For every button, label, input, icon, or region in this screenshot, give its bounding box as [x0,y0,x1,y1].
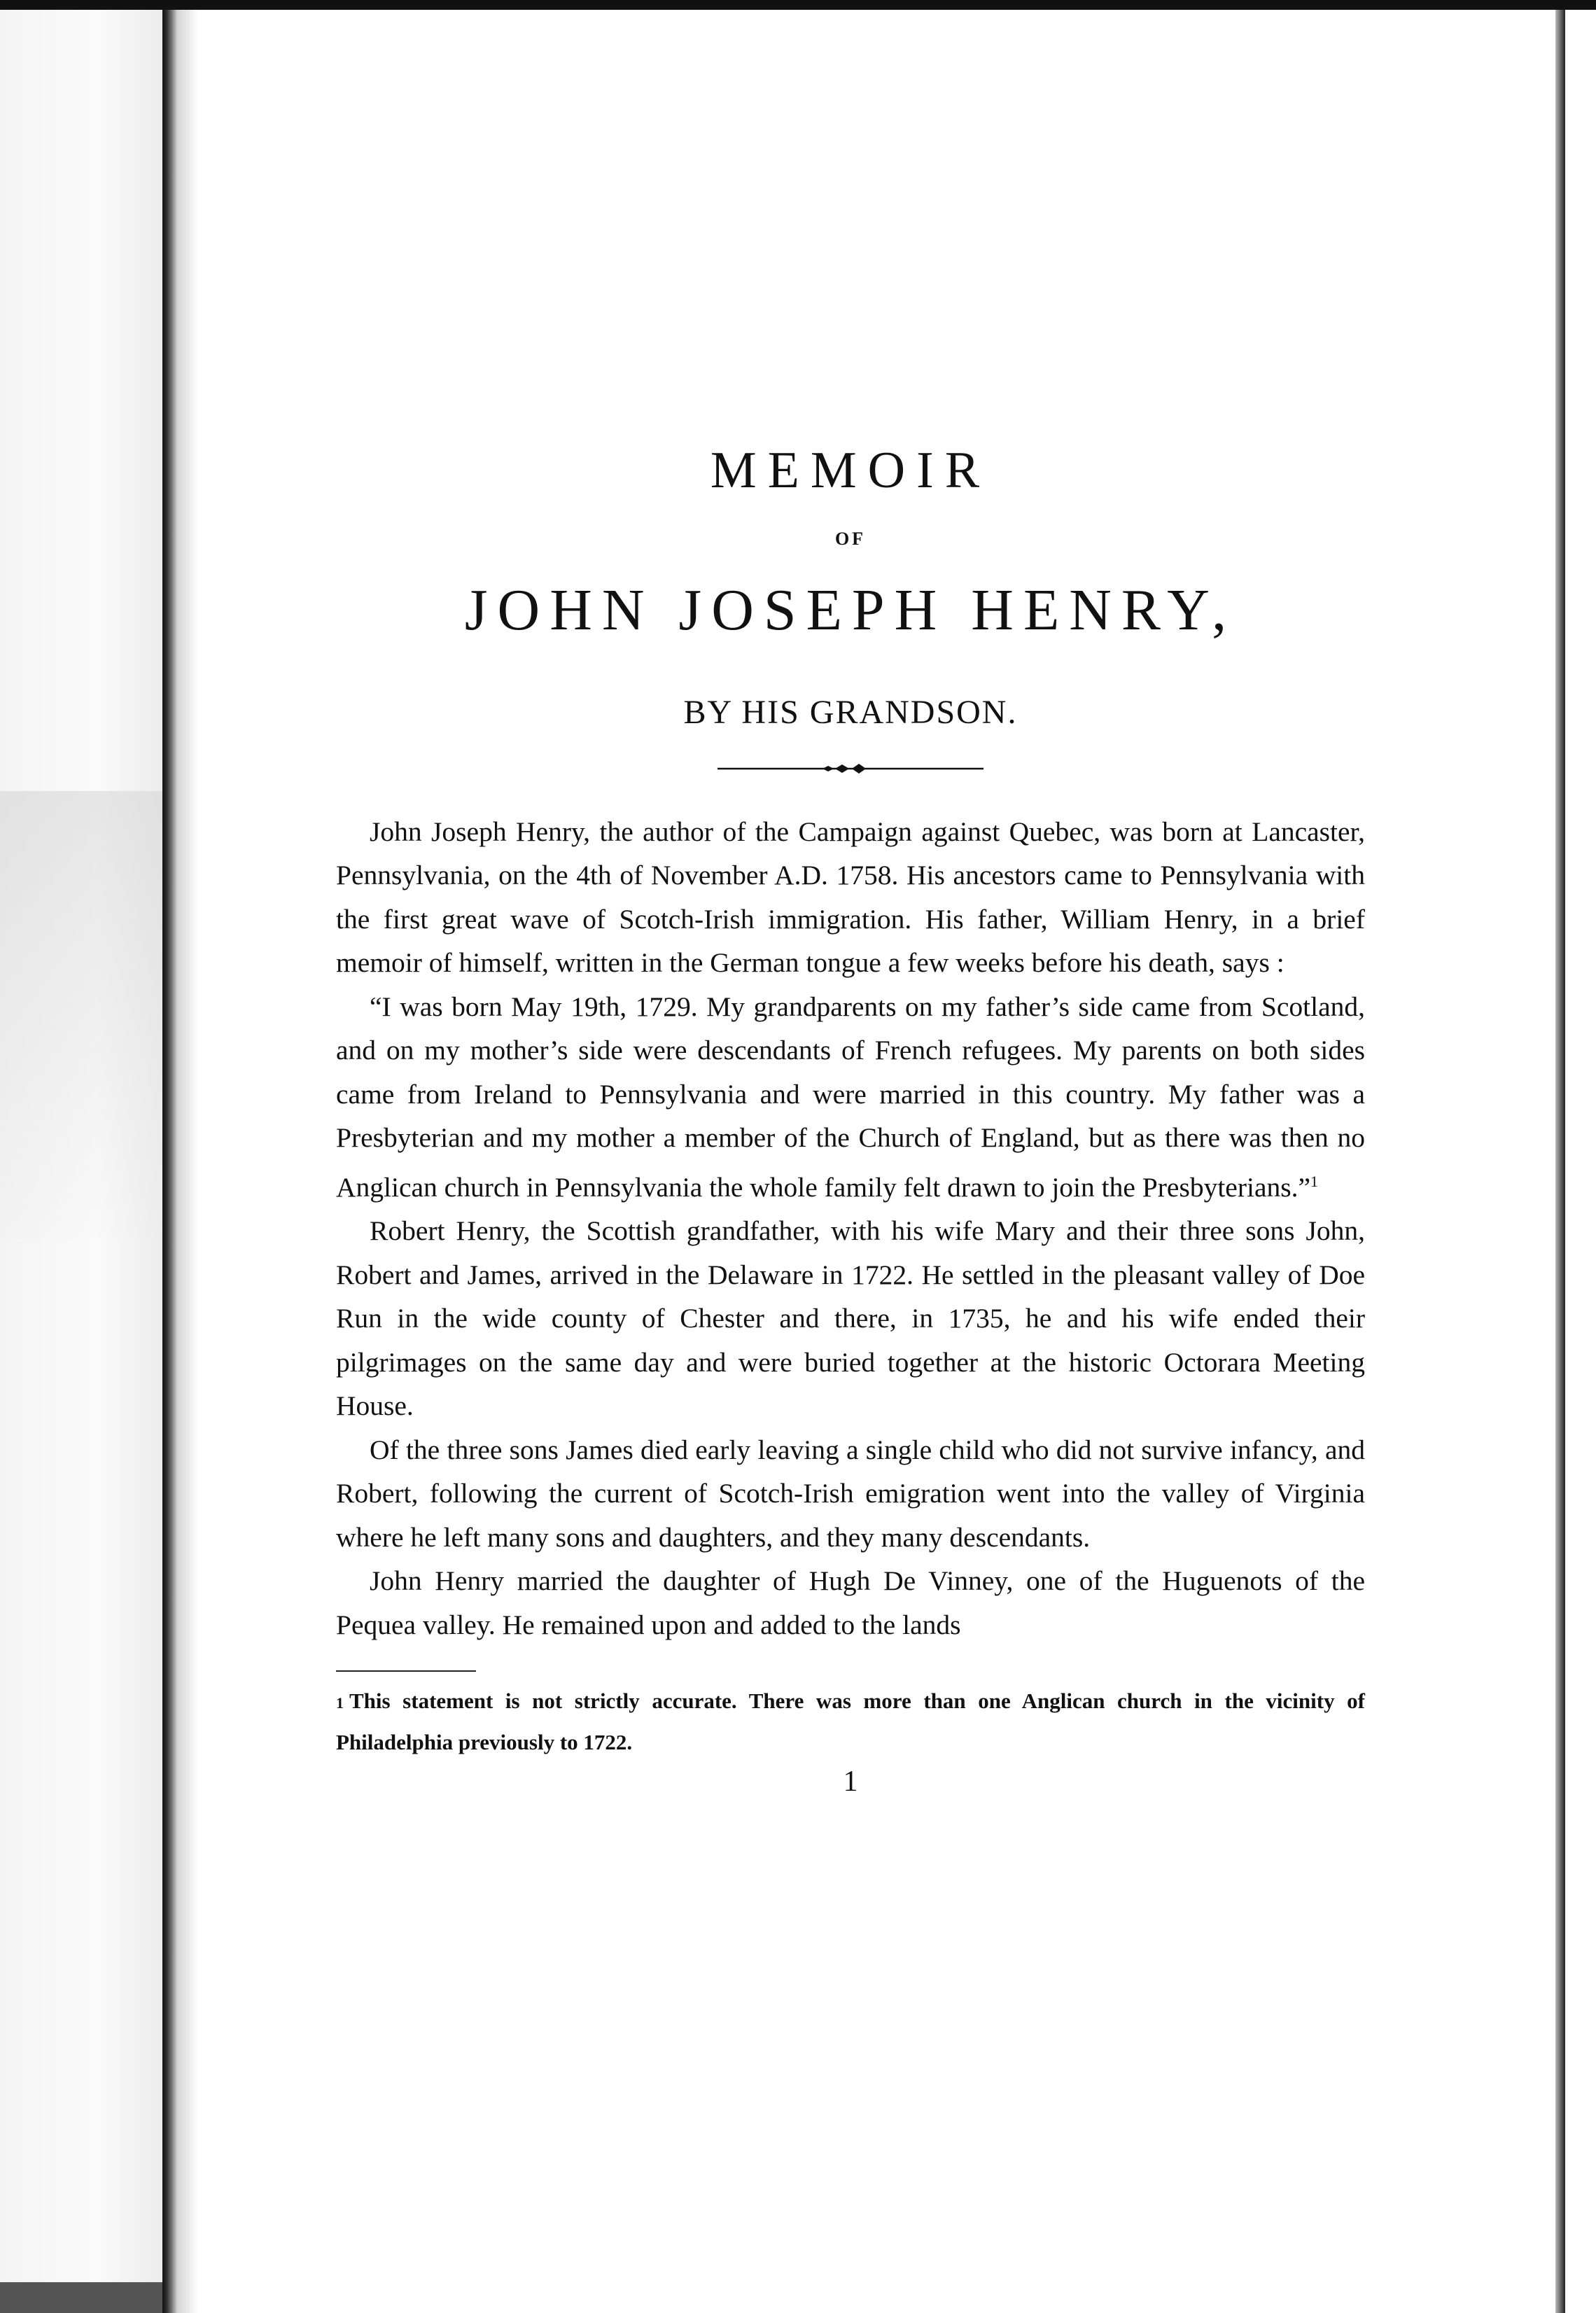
memoir-subject: JOHN JOSEPH HENRY, [464,578,1237,643]
paragraph: Of the three sons James died early leaving a single child who did not survive infancy, and Robert, following the current of Scotch-Irish emigration went into the valley of Virginia where he left many sons and daughters, and they many descendants. [336,1434,1365,1553]
bottom-scan-edge [0,2282,162,2313]
paragraph: Robert Henry, the Scottish grandfather, with his wife Mary and their three sons John, Robert and James, arrived in the Delaware in 1722. He settled in the pleasant valley of Doe Run in the wide county of Chester and there, in 1735, he and his wife ended their pilgrimages on the same day and were buried together at the historic Octorara Meeting House. [336,1215,1365,1422]
title-connector: OF [834,529,867,549]
memoir-body [336,810,1365,1647]
right-scan-edge [1555,10,1565,2313]
page-number: 1 [843,1766,858,1798]
gutter-shadow [178,10,199,2313]
footnote-reference: 1 [1310,1172,1319,1190]
binding-gutter [162,10,178,2313]
byline: BY HIS GRANDSON. [683,693,1018,731]
paragraph: John Joseph Henry, the author of the Campaign against Quebec, was born at Lancaster, Pennsylvania, on the 4th of November A.D. 1758. His ancestors came to Pennsylvania with the first great wave of Scotch-Irish immigration. His father, William Henry, in a brief memoir of himself, written in the German tongue a few weeks before his death, says : [336,816,1365,979]
ornamental-rule [718,758,983,779]
paragraph: “I was born May 19th, 1729. My grandparents on my father’s side came from Scotland, and on my mother’s side were descendants of French refugees. My parents on both sides came from Ireland to Pennsylvania and were married in this country. My father was a Presbyterian and my mother a member of the Church of England, but as there was then no Anglican church in Pennsylvania the whole family felt drawn to join the Presbyterians.”$^1$ [336,991,1365,1203]
footnote-divider [336,1670,476,1672]
paragraph: John Henry married the daughter of Hugh De Vinney, one of the Huguenots of the Pequea valley. He remained upon and added to the lands [336,1565,1365,1640]
right-margin [1565,10,1596,2313]
top-scan-edge [0,0,1596,10]
footnote-mark: 1 [336,1694,344,1712]
page-content [336,420,1365,1798]
page-title: MEMOIR [710,442,991,499]
footnote-text: This statement is not strictly accurate. There was more than one Anglican church in the vicinity of Philadelphia previously to 1722. [336,1689,1365,1755]
facing-page-shadow [0,791,162,1239]
footnote [336,1682,1365,1762]
